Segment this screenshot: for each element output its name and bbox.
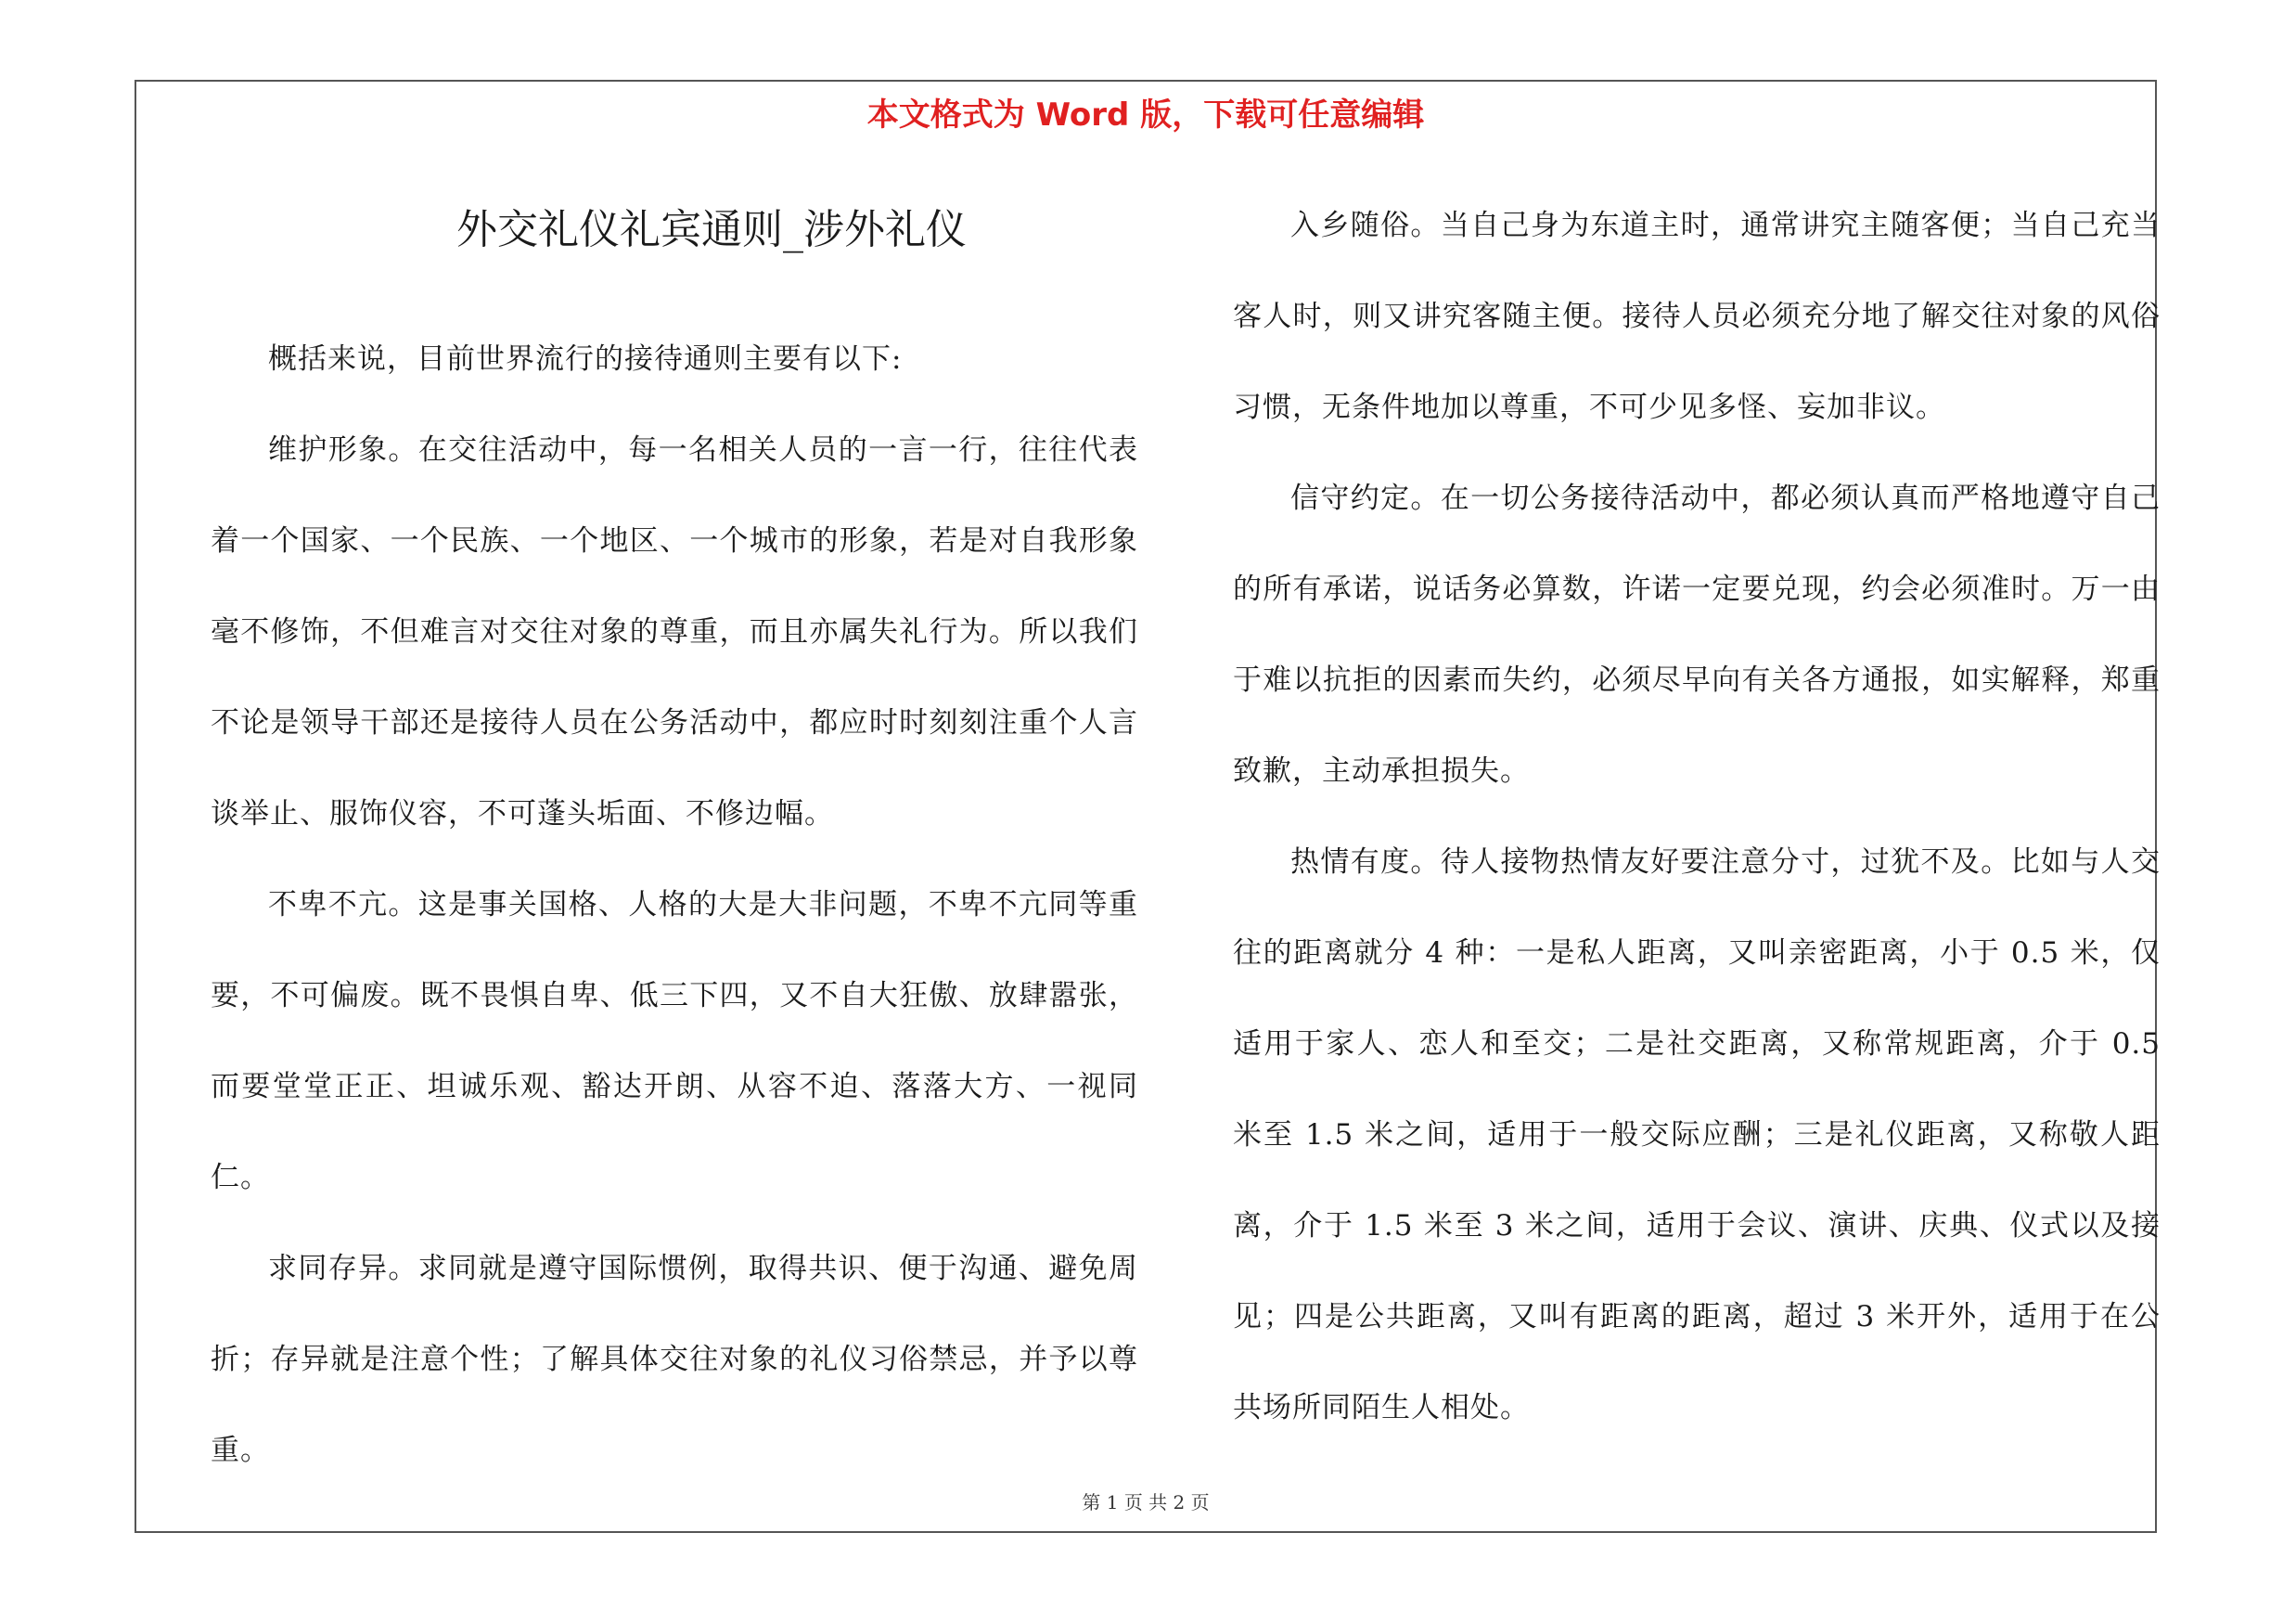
document-title: 外交礼仪礼宾通则_涉外礼仪 bbox=[456, 206, 967, 253]
left-column bbox=[211, 314, 1138, 1496]
paragraph: 求同存异。求同就是遵守国际惯例，取得共识、便于沟通、避免周折；存异就是注意个性；了解具体交往对象的礼仪习俗禁忌，并予以尊重。 bbox=[211, 1252, 1138, 1467]
format-banner bbox=[136, 91, 2155, 139]
paragraph: 热情有度。待人接物热情友好要注意分寸，过犹不及。比如与人交往的距离就分 4 种：一是私人距离，又叫亲密距离，小于 0.5 米，仅适用于家人、恋人和至交；二是社交距离，又称常规距离，介于 0.5 米至 1.5 米之间，适用于一般交际应酬；三是礼仪距离，又称敬人距离，介于 1.5 米至 3 米之间，适用于会议、演讲、庆典、仪式以及接见；四是公共距离，又叫有距离的距离，超过 3 米开外，适用于在公共场所同陌生人相处。 bbox=[1233, 845, 2161, 1424]
page-footer bbox=[136, 1488, 2155, 1516]
banner-text: 本文格式为 Word 版，下载可任意编辑 bbox=[866, 97, 1425, 134]
paragraph: 维护形象。在交往活动中，每一名相关人员的一言一行，往往代表着一个国家、一个民族、一个地区、一个城市的形象，若是对自我形象毫不修饰，不但难言对交往对象的尊重，而且亦属失礼行为。所以我们不论是领导干部还是接待人员在公务活动中，都应时时刻刻注重个人言谈举止、服饰仪容，不可蓬头垢面、不修边幅。 bbox=[211, 433, 1138, 831]
paragraph: 概括来说，目前世界流行的接待通则主要有以下: bbox=[268, 342, 903, 376]
paragraph: 信守约定。在一切公务接待活动中，都必须认真而严格地遵守自己的所有承诺，说话务必算数，许诺一定要兑现，约会必须准时。万一由于难以抗拒的因素而失约，必须尽早向有关各方通报，如实解释，郑重致歉，主动承担损失。 bbox=[1233, 482, 2161, 788]
document-page bbox=[135, 80, 2161, 1533]
page-number: 第 1 页 共 2 页 bbox=[1082, 1491, 1210, 1514]
paragraph: 入乡随俗。当自己身为东道主时，通常讲究主随客便；当自己充当客人时，则又讲究客随主便。接待人员必须充分地了解交往对象的风俗习惯，无条件地加以尊重，不可少见多怪、妄加非议。 bbox=[1233, 209, 2161, 424]
right-column bbox=[1233, 180, 2161, 1453]
paragraph: 不卑不亢。这是事关国格、人格的大是大非问题，不卑不亢同等重要，不可偏废。既不畏惧自卑、低三下四，又不自大狂傲、放肆嚣张，而要堂堂正正、坦诚乐观、豁达开朗、从容不迫、落落大方、一视同仁。 bbox=[211, 888, 1138, 1194]
